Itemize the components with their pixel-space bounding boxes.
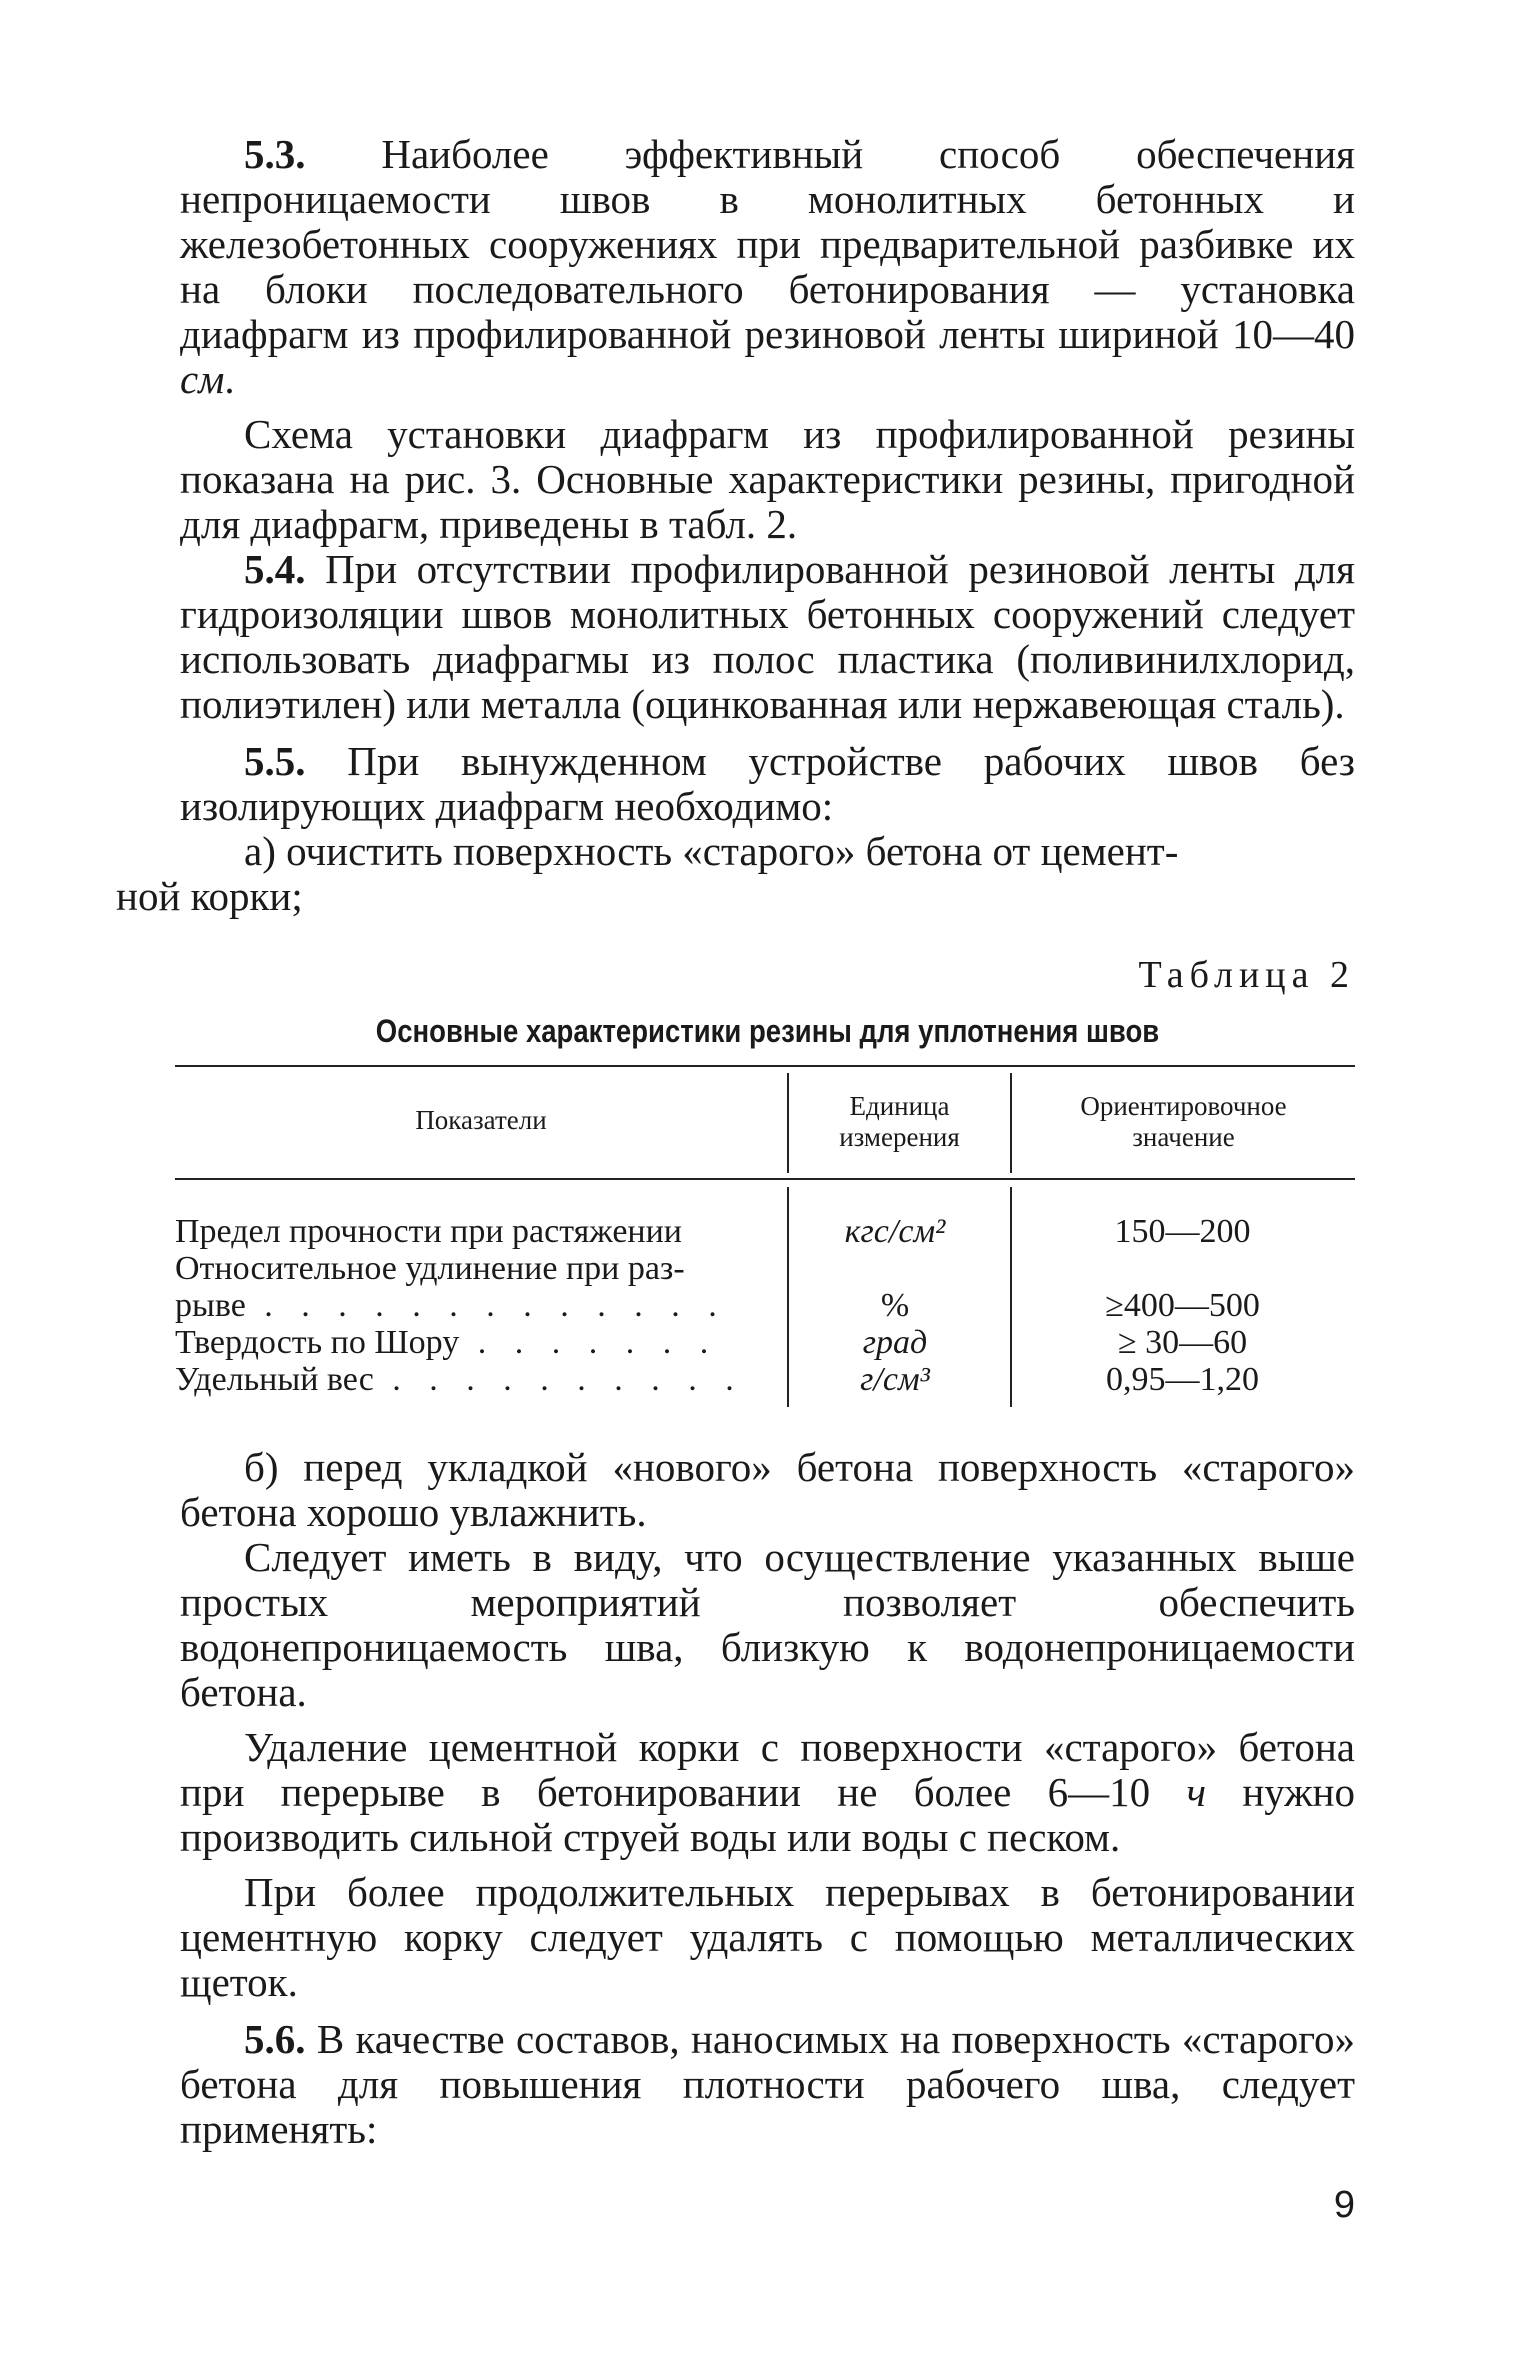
paragraph-text: При вынужденном устройстве рабочих швов без изолирующих диафрагм необходимо:: [180, 738, 1355, 829]
leader-dots: . . . . . . . . . .: [373, 1361, 744, 1398]
header-indicator: Показатели: [415, 1105, 547, 1135]
paragraph-tail: .: [224, 356, 235, 402]
table-row-value: 150—200: [1114, 1213, 1251, 1250]
paragraph-text: При более продолжительных перерывах в бетонировании цементную корку следует удалять с помощью металлических щеток.: [180, 1869, 1355, 2005]
table-top-rule: [175, 1065, 1355, 1067]
characteristics-table: [175, 1065, 1355, 1415]
row-label-text: Удельный вес: [175, 1361, 374, 1398]
table-header-rule: [175, 1178, 1355, 1180]
paragraph-text: Схема установки диафрагм из профилированной резины показана на рис. 3. Основные характеристики резины, пригодной для диафрагм, приведены в табл. 2.: [180, 411, 1355, 547]
paragraph-text: Следует иметь в виду, что осуществление указанных выше простых мероприятий позволяет обеспечить водонепроницаемость шва, близкую к водонепроницаемости бетона.: [180, 1534, 1355, 1715]
table-row-value: ≥400—500: [1105, 1287, 1260, 1324]
paragraph-removal: [180, 1725, 1355, 1860]
top-text: [116, 131, 1355, 919]
row-label-text: Относительное удлинение при раз-: [175, 1250, 685, 1287]
leader-dots: . . . . . . .: [459, 1324, 719, 1361]
paragraph-text: б) перед укладкой «нового» бетона поверхность «старого» бетона хорошо увлажнить.: [180, 1444, 1355, 1535]
clause-number: 5.5.: [244, 738, 306, 784]
paragraph-text: Наиболее эффективный способ обеспечения непроницаемости швов в монолитных бетонных и железобетонных сооружениях при предварительной разбивке их на блоки последовательного бетонирования — установка диафрагм из профилированной резиновой ленты шириной 10—40: [180, 131, 1355, 357]
clause-number: 5.4.: [244, 546, 306, 592]
paragraph-5-6: [180, 2017, 1355, 2152]
table-label: Таблица 2: [1138, 954, 1355, 996]
paragraph-continuation: ной корки;: [116, 873, 303, 919]
paragraph-item-b: [180, 1445, 1355, 1535]
header-value: [1012, 1091, 1355, 1153]
table-row-label: [175, 1287, 750, 1324]
row-label-text: Твердость по Шору: [175, 1324, 460, 1361]
table-title: Основные характеристики резины для уплотнения швов: [375, 1013, 1160, 1049]
paragraph-text: Удаление цементной корки с поверхности «старого» бетона при перерыве в бетонировании не более 6—10: [180, 1724, 1355, 1815]
paragraph-longer-breaks: [180, 1870, 1355, 2005]
paragraph-tail: нужно производить сильной струей воды или воды с песком.: [180, 1769, 1355, 1860]
clause-number: 5.6.: [244, 2016, 306, 2062]
table-row-label: [175, 1213, 750, 1250]
page-number: 9: [1333, 2184, 1355, 2226]
header-unit: [789, 1091, 1010, 1153]
paragraph-text: а) очистить поверхность «старого» бетона от цемент-: [244, 828, 1179, 874]
leader-dots: . . . . . . . . . . . . .: [245, 1287, 727, 1324]
body-divider-1: [787, 1187, 789, 1407]
unit-text: см: [180, 356, 225, 402]
table-row-value: 0,95—1,20: [1106, 1361, 1259, 1398]
table-row-unit: г/см³: [860, 1361, 930, 1398]
table-row-label: [175, 1250, 750, 1287]
paragraph-note: [180, 1535, 1355, 1715]
paragraph-5-4: [180, 547, 1355, 727]
paragraph-text: При отсутствии профилированной резиновой ленты для гидроизоляции швов монолитных бетонных сооружений следует использовать диафрагмы из полос пластика (поливинилхлорид, полиэтилен) или металла (оцинкованная или нержавеющая сталь).: [180, 546, 1355, 727]
table-row-value: ≥ 30—60: [1117, 1324, 1248, 1361]
bottom-text: [180, 1445, 1355, 2152]
row-label-text: рыве: [175, 1287, 246, 1324]
paragraph-item-a: [116, 828, 1355, 919]
table-row-label: [175, 1324, 750, 1361]
table-row-unit: кгс/см²: [844, 1213, 946, 1250]
header-unit-line1: Единица: [849, 1091, 950, 1121]
paragraph-scheme: [180, 412, 1355, 547]
table-row-unit: град: [862, 1324, 928, 1361]
clause-number: 5.3.: [244, 131, 306, 177]
row-label-text: Предел прочности при растяжении: [175, 1213, 682, 1250]
unit-text: ч: [1186, 1769, 1207, 1815]
header-unit-line2: измерения: [839, 1122, 960, 1152]
header-value-line2: значение: [1132, 1122, 1235, 1152]
paragraph-5-3: [180, 132, 1355, 402]
paragraph-5-5: [180, 739, 1355, 829]
header-value-line1: Ориентировочное: [1080, 1091, 1287, 1121]
table-row-label: [175, 1361, 750, 1398]
paragraph-text: В качестве составов, наносимых на поверхность «старого» бетона для повышения плотности рабочего шва, следует применять:: [180, 2016, 1355, 2152]
table-row-unit: %: [880, 1287, 910, 1324]
